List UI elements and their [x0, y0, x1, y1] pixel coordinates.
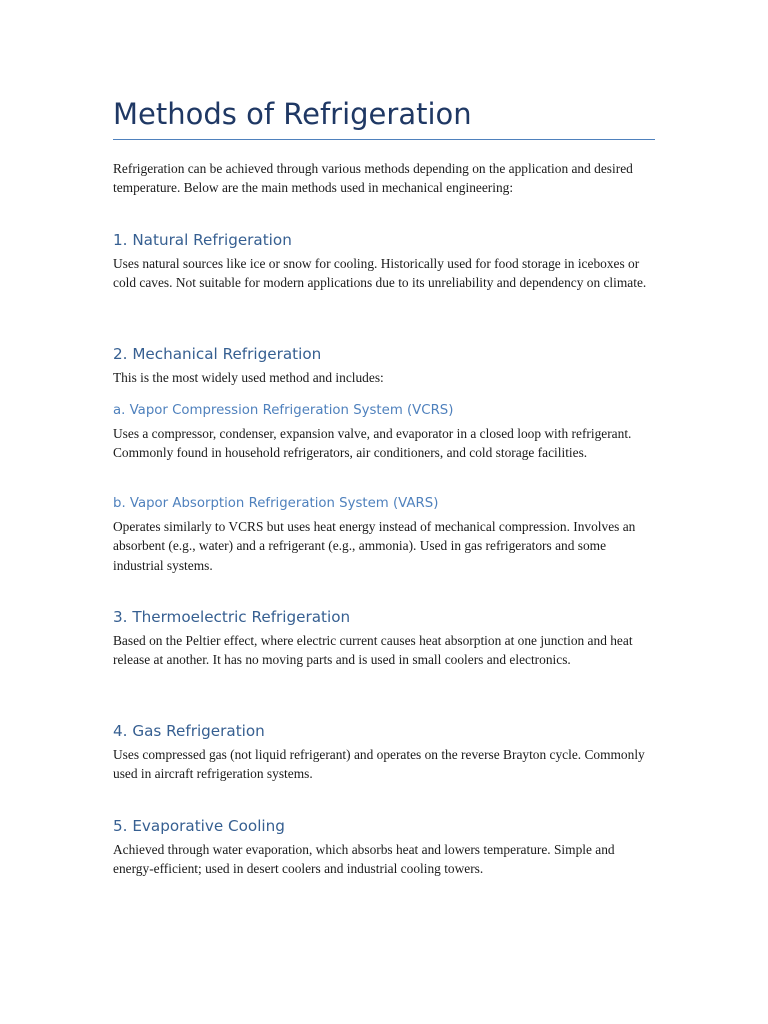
subsection-body-vcrs: Uses a compressor, condenser, expansion valve, and evaporator in a closed loop with refrigerant. Commonly found in household refrigerators, air conditioners, and cold storage facilities.	[113, 426, 632, 461]
intro-paragraph: Refrigeration can be achieved through various methods depending on the application and desired temperature. Below are the main methods used in mechanical engineering:	[113, 161, 633, 196]
section-body-mechanical: This is the most widely used method and includes:	[113, 370, 384, 385]
section-heading-thermoelectric: 3. Thermoelectric Refrigeration	[113, 608, 351, 626]
section-body-natural: Uses natural sources like ice or snow for cooling. Historically used for food storage in iceboxes or cold caves. Not suitable for modern applications due to its unreliability and dependency on climate.	[113, 256, 647, 291]
page-title: Methods of Refrigeration	[113, 97, 472, 131]
section-body-gas: Uses compressed gas (not liquid refrigerant) and operates on the reverse Brayton cycle. Commonly used in aircraft refrigeration systems.	[113, 747, 645, 782]
section-heading-mechanical: 2. Mechanical Refrigeration	[113, 345, 322, 363]
title-underline	[113, 139, 655, 140]
section-heading-gas: 4. Gas Refrigeration	[113, 722, 265, 740]
subsection-heading-vcrs: a. Vapor Compression Refrigeration System (VCRS)	[113, 403, 454, 418]
section-body-evaporative: Achieved through water evaporation, which absorbs heat and lowers temperature. Simple and energy-efficient; used in desert coolers and industrial cooling towers.	[113, 842, 615, 877]
section-body-thermoelectric: Based on the Peltier effect, where electric current causes heat absorption at one junction and heat release at another. It has no moving parts and is used in small coolers and electronics.	[113, 633, 633, 668]
section-heading-evaporative: 5. Evaporative Cooling	[113, 817, 285, 835]
section-heading-natural: 1. Natural Refrigeration	[113, 231, 292, 249]
subsection-body-vars: Operates similarly to VCRS but uses heat energy instead of mechanical compression. Involves an absorbent (e.g., water) and a refrigerant (e.g., ammonia). Used in gas refrigerators and some industrial systems.	[113, 519, 636, 573]
subsection-heading-vars: b. Vapor Absorption Refrigeration System (VARS)	[113, 496, 439, 511]
